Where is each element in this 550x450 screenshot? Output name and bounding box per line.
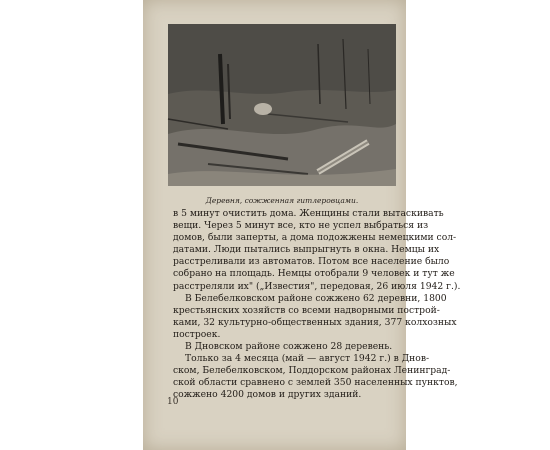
- text-line: датами. Люди пытались выпрыгнуть в окна. Немцы их: [173, 244, 440, 256]
- text-line: домов, были заперты, а дома подожжены немецкими сол-: [173, 232, 457, 244]
- text-line: крестьянских хозяйств со всеми надворными построй-: [173, 304, 440, 316]
- text-line: расстреливали из автоматов. Потом все население было: [173, 256, 450, 268]
- text-line: В Дновском районе сожжено 28 деревень.: [185, 341, 393, 353]
- photo-illustration: [168, 24, 396, 186]
- photo-caption: Деревня, сожженная гитлеровцами.: [205, 196, 359, 205]
- text-line: вещи. Через 5 минут все, кто не успел выбраться из: [173, 220, 429, 232]
- text-line: сожжено 4200 домов и других зданий.: [173, 389, 362, 401]
- text-line: собрано на площадь. Немцы отобрали 9 человек и тут же: [173, 268, 455, 280]
- photo-burned-village: [168, 24, 396, 186]
- book-page: [143, 0, 461, 450]
- text-line: ками, 32 культурно-общественных здания, 377 колхозных: [173, 316, 457, 328]
- text-line: ском, Белебелковском, Поддорском районах Ленинград-: [173, 365, 451, 377]
- text-line: построек.: [173, 328, 221, 340]
- body-text: [173, 208, 461, 402]
- text-line: расстреляли их" („Известия", передовая, 26 июля 1942 г.).: [173, 280, 461, 292]
- text-line: в 5 минут очистить дома. Женщины стали вытаскивать: [173, 208, 444, 219]
- text-line: ской области сравнено с землей 350 населенных пунктов,: [173, 377, 458, 389]
- page-number: 10: [167, 397, 179, 407]
- text-line: Только за 4 месяца (май — август 1942 г.) в Днов-: [185, 353, 430, 365]
- text-line: В Белебелковском районе сожжено 62 деревни, 1800: [185, 292, 447, 304]
